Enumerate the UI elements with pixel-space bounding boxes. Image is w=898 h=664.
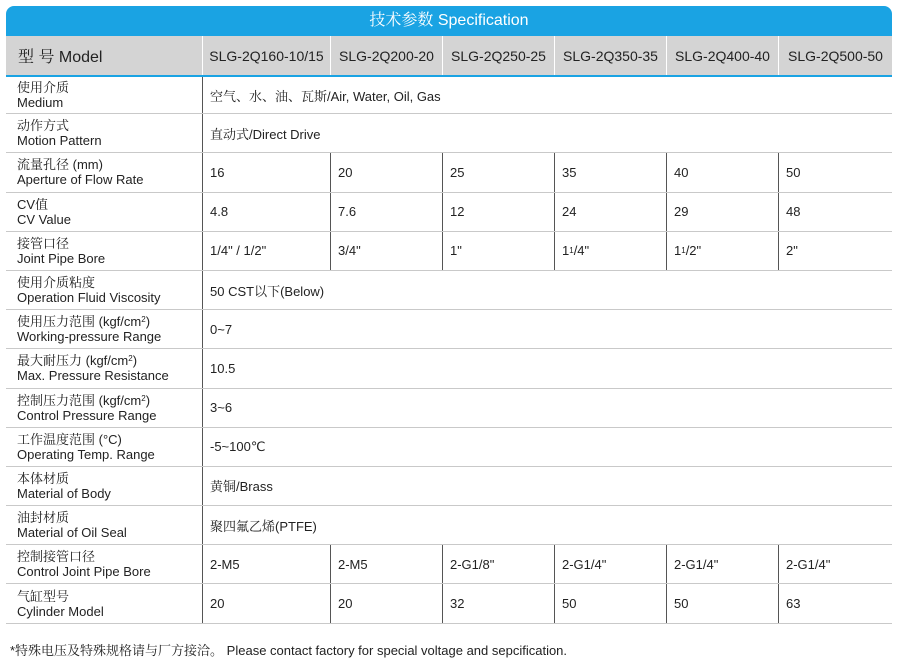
table-cell: 7.6 (330, 193, 442, 231)
row-label-en: Joint Pipe Bore (17, 250, 106, 266)
table-cell: 12 (442, 193, 554, 231)
row-label-cn-end: ) (145, 314, 151, 330)
row-label-en: Aperture of Flow Rate (17, 172, 144, 188)
model-column-header: SLG-2Q160-10/15 (202, 36, 330, 75)
row-label (6, 77, 202, 113)
row-label (6, 467, 202, 505)
table-cell: 2-G1/4" (554, 545, 666, 583)
spec-value: 直动式/Direct Drive (202, 114, 892, 152)
spec-value: 50 CST以下(Below) (202, 271, 892, 309)
fraction-whole: 1 (674, 243, 682, 259)
table-cell: 3/4" (330, 232, 442, 270)
table-cell: 20 (202, 584, 330, 622)
row-label-cn: 气缸型号 (17, 588, 70, 604)
spec-row-control-pressure (6, 389, 892, 428)
table-cell: 35 (554, 153, 666, 191)
table-cell: 50 (554, 584, 666, 622)
row-label-cn: 接管口径 (17, 235, 70, 251)
spec-row-control-joint-pipe-bore (6, 545, 892, 584)
spec-row-flow-aperture (6, 153, 892, 192)
row-label (6, 193, 202, 231)
row-label-cn-end: ) (145, 392, 151, 408)
model-column-header: SLG-2Q400-40 (666, 36, 778, 75)
spec-row-operating-temp (6, 428, 892, 467)
table-cell: 20 (330, 153, 442, 191)
table-cell: 1/4" / 1/2" (202, 232, 330, 270)
row-label (6, 349, 202, 387)
spec-value: 3~6 (202, 389, 892, 427)
row-label (6, 153, 202, 191)
row-label (6, 232, 202, 270)
table-cell: 20 (330, 584, 442, 622)
fraction-whole: 1 (562, 243, 570, 259)
row-label-cn: 本体材质 (17, 470, 70, 486)
table-cell: 2-G1/4" (666, 545, 778, 583)
row-label-cn: 油封材质 (17, 510, 70, 526)
row-label-en: Medium (17, 95, 64, 111)
spec-row-body-material (6, 467, 892, 506)
row-label-en: Control Pressure Range (17, 407, 157, 423)
row-label-cn: 动作方式 (17, 118, 70, 134)
row-label-en: CV Value (17, 211, 71, 227)
footnote: *特殊电压及特殊规格请与厂方接洽。 Please contact factory for special voltage and sepcification. (10, 643, 568, 658)
row-label-cn: 使用介质 (17, 80, 70, 96)
spec-value: 空气、水、油、瓦斯/Air, Water, Oil, Gas (202, 77, 892, 113)
model-header-row (6, 36, 892, 75)
row-label (6, 428, 202, 466)
fraction-rest: /2" (685, 243, 702, 259)
spec-value: 聚四氟乙烯(PTFE) (202, 506, 892, 544)
row-label (6, 114, 202, 152)
row-label-cn: CV值 (17, 196, 49, 212)
table-cell: 4.8 (202, 193, 330, 231)
table-cell: 50 (666, 584, 778, 622)
row-label (6, 584, 202, 622)
row-label-cn: 控制接管口径 (17, 549, 96, 565)
table-cell: 2-M5 (330, 545, 442, 583)
row-label-en: Cylinder Model (17, 603, 104, 619)
row-label-en: Material of Oil Seal (17, 525, 127, 541)
row-label (6, 310, 202, 348)
table-cell: 63 (778, 584, 892, 622)
unit-superscript: 2 (128, 354, 133, 364)
spec-value: 0~7 (202, 310, 892, 348)
table-cell: 25 (442, 153, 554, 191)
row-label-cn-text: 使用压力范围 (kgf/cm (17, 314, 142, 330)
row-label-en: Operation Fluid Viscosity (17, 290, 161, 306)
spec-value: -5~100℃ (202, 428, 892, 466)
row-label-en: Operating Temp. Range (17, 446, 155, 462)
model-header-label: 型 号 Model (18, 49, 103, 66)
row-label-cn: 流量孔径 (mm) (17, 157, 103, 173)
spec-row-cv-value (6, 193, 892, 232)
table-cell: 2-G1/8" (442, 545, 554, 583)
table-cell: 50 (778, 153, 892, 191)
row-label-en: Material of Body (17, 485, 111, 501)
table-cell: 40 (666, 153, 778, 191)
spec-row-motion-pattern (6, 114, 892, 153)
row-label (6, 271, 202, 309)
row-label-cn-end: ) (132, 353, 138, 369)
row-label-en: Working-pressure Range (17, 329, 162, 345)
row-label-en: Motion Pattern (17, 133, 102, 149)
model-column-header: SLG-2Q500-50 (778, 36, 892, 75)
row-label-cn (17, 393, 202, 408)
table-cell: 2-M5 (202, 545, 330, 583)
row-label-cn (17, 353, 202, 368)
row-label (6, 389, 202, 427)
row-label-en: Max. Pressure Resistance (17, 368, 169, 384)
table-cell: 24 (554, 193, 666, 231)
spec-row-oil-seal-material (6, 506, 892, 545)
row-label-en: Control Joint Pipe Bore (17, 564, 151, 580)
fraction-rest: /4" (573, 243, 590, 259)
row-label (6, 545, 202, 583)
row-label-cn (17, 314, 202, 329)
row-label (6, 506, 202, 544)
spec-row-medium (6, 75, 892, 114)
model-column-header: SLG-2Q350-35 (554, 36, 666, 75)
spec-row-working-pressure (6, 310, 892, 349)
table-cell: 1 1 /4" (554, 232, 666, 270)
spec-table (6, 75, 892, 624)
spec-row-cylinder-model (6, 584, 892, 623)
table-cell: 1 1 /2" (666, 232, 778, 270)
table-cell: 48 (778, 193, 892, 231)
row-label-cn: 使用介质粘度 (17, 275, 96, 291)
unit-superscript: 2 (141, 315, 146, 325)
model-column-header: SLG-2Q250-25 (442, 36, 554, 75)
table-cell: 32 (442, 584, 554, 622)
table-cell: 2-G1/4" (778, 545, 892, 583)
row-label-cn: 工作温度范围 (°C) (17, 431, 122, 447)
table-title-banner: 技术参数 Specification (6, 6, 892, 36)
model-column-header: SLG-2Q200-20 (330, 36, 442, 75)
spec-row-max-pressure (6, 349, 892, 388)
table-cell: 16 (202, 153, 330, 191)
spec-value: 黄铜/Brass (202, 467, 892, 505)
table-cell: 29 (666, 193, 778, 231)
row-label-cn-text: 最大耐压力 (kgf/cm (17, 353, 129, 369)
spec-value: 10.5 (202, 349, 892, 387)
table-cell: 1" (442, 232, 554, 270)
row-label-cn-text: 控制压力范围 (kgf/cm (17, 392, 142, 408)
table-cell: 2" (778, 232, 892, 270)
spec-row-joint-pipe-bore (6, 232, 892, 271)
unit-superscript: 2 (141, 393, 146, 403)
spec-row-fluid-viscosity (6, 271, 892, 310)
